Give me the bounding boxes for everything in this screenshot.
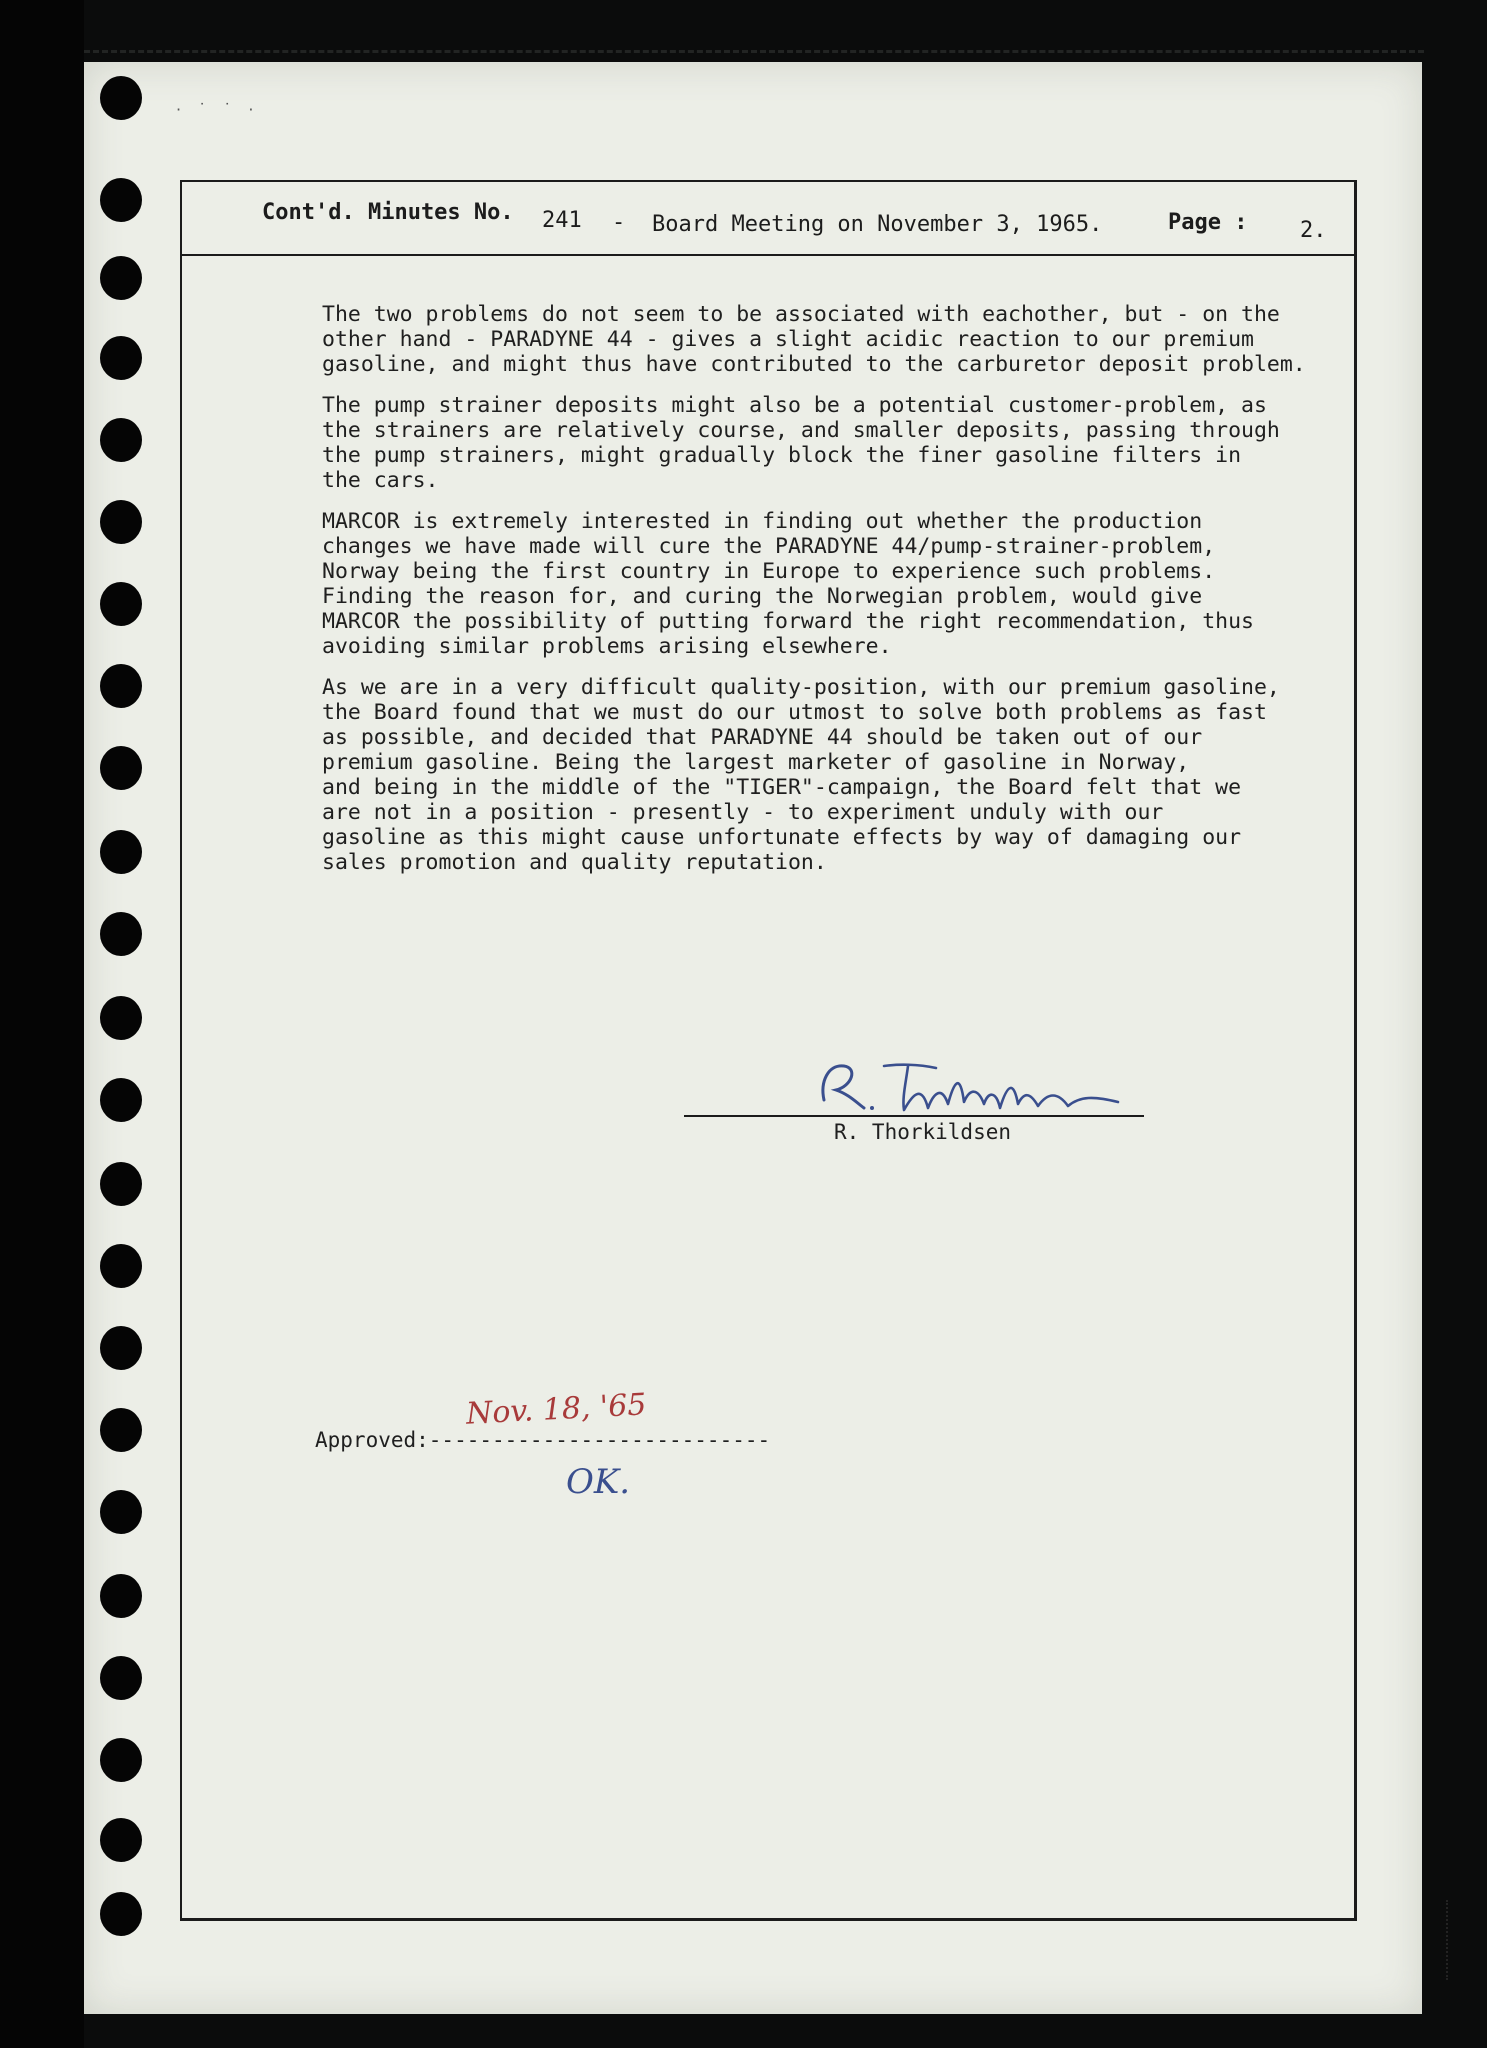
punch-hole <box>100 1656 142 1700</box>
punch-hole <box>100 1408 142 1452</box>
punch-hole <box>100 664 142 708</box>
paragraph-marcor: MARCOR is extremely interested in finding out whether the production changes we have made will cure the PARADYNE 44/pump-strainer-problem, Norway being the first country in Europe to experience such problems. Finding the reason for, and curing the Norwegian problem, would give MARCOR the possibility of putting forward the right recommendation, thus avoiding similar problems arising elsewhere. <box>322 509 1254 659</box>
punch-hole <box>100 1738 142 1782</box>
punch-hole <box>100 1244 142 1288</box>
punch-hole <box>100 582 142 626</box>
binding-edge-rule <box>84 50 1424 57</box>
scan-dark-edge <box>0 0 84 2048</box>
minutes-number: 241 <box>542 208 582 233</box>
paragraph-association: The two problems do not seem to be associated with eachother, but - on the other hand - PARADYNE 44 - gives a slight acidic reaction to our premium gasoline, and might thus have contributed to the carburetor deposit problem. <box>322 302 1306 377</box>
handwritten-ok-mark: OK. <box>566 1462 631 1502</box>
handwritten-approval-date: Nov. 18, '65 <box>465 1387 648 1432</box>
header-dash: - <box>612 210 626 235</box>
punch-hole <box>100 830 142 874</box>
punch-hole <box>100 178 142 222</box>
punch-hole <box>100 1326 142 1370</box>
punch-hole <box>100 256 142 300</box>
punch-hole <box>100 1162 142 1206</box>
handwritten-signature <box>818 1052 1138 1122</box>
punch-hole <box>100 1078 142 1122</box>
punch-hole <box>100 746 142 790</box>
minutes-label: Cont'd. Minutes No. <box>262 200 514 225</box>
paper-specks: · ˙ ˙ · <box>176 100 260 119</box>
page-number: 2. <box>1300 218 1327 243</box>
punch-hole <box>100 336 142 380</box>
meeting-title: Board Meeting on November 3, 1965. <box>652 212 1103 237</box>
paragraph-board-decision: As we are in a very difficult quality-position, with our premium gasoline, the Board found that we must do our utmost to solve both problems as fast as possible, and decided that PARADYNE 44 should be taken out of our premium gasoline. Being the largest marketer of gasoline in Norway, and being in the middle of the "TIGER"-campaign, the Board felt that we are not in a position - presently - to experiment unduly with our gasoline as this might cause unfortunate effects by way of damaging our sales promotion and quality reputation. <box>322 675 1280 875</box>
punch-hole <box>100 500 142 544</box>
minutes-body <box>322 302 1362 891</box>
punch-hole <box>100 1892 142 1936</box>
scan-edge-mark <box>1446 1900 1478 1980</box>
punch-hole <box>100 1574 142 1618</box>
punch-hole <box>100 912 142 956</box>
paragraph-pump-strainer: The pump strainer deposits might also be a potential customer-problem, as the strainers are relatively course, and smaller deposits, passing through the pump strainers, might gradually block the finer gasoline filters in the cars. <box>322 393 1280 493</box>
punch-hole <box>100 1490 142 1534</box>
page-label: Page : <box>1168 210 1248 235</box>
signature-line <box>684 1115 1144 1117</box>
header-divider <box>182 254 1354 256</box>
punch-hole <box>100 76 142 120</box>
approved-line: Approved:--------------------------- <box>315 1428 771 1452</box>
signer-name: R. Thorkildsen <box>834 1120 1012 1144</box>
punch-hole <box>100 418 142 462</box>
punch-hole <box>100 1818 142 1862</box>
punch-hole <box>100 996 142 1040</box>
